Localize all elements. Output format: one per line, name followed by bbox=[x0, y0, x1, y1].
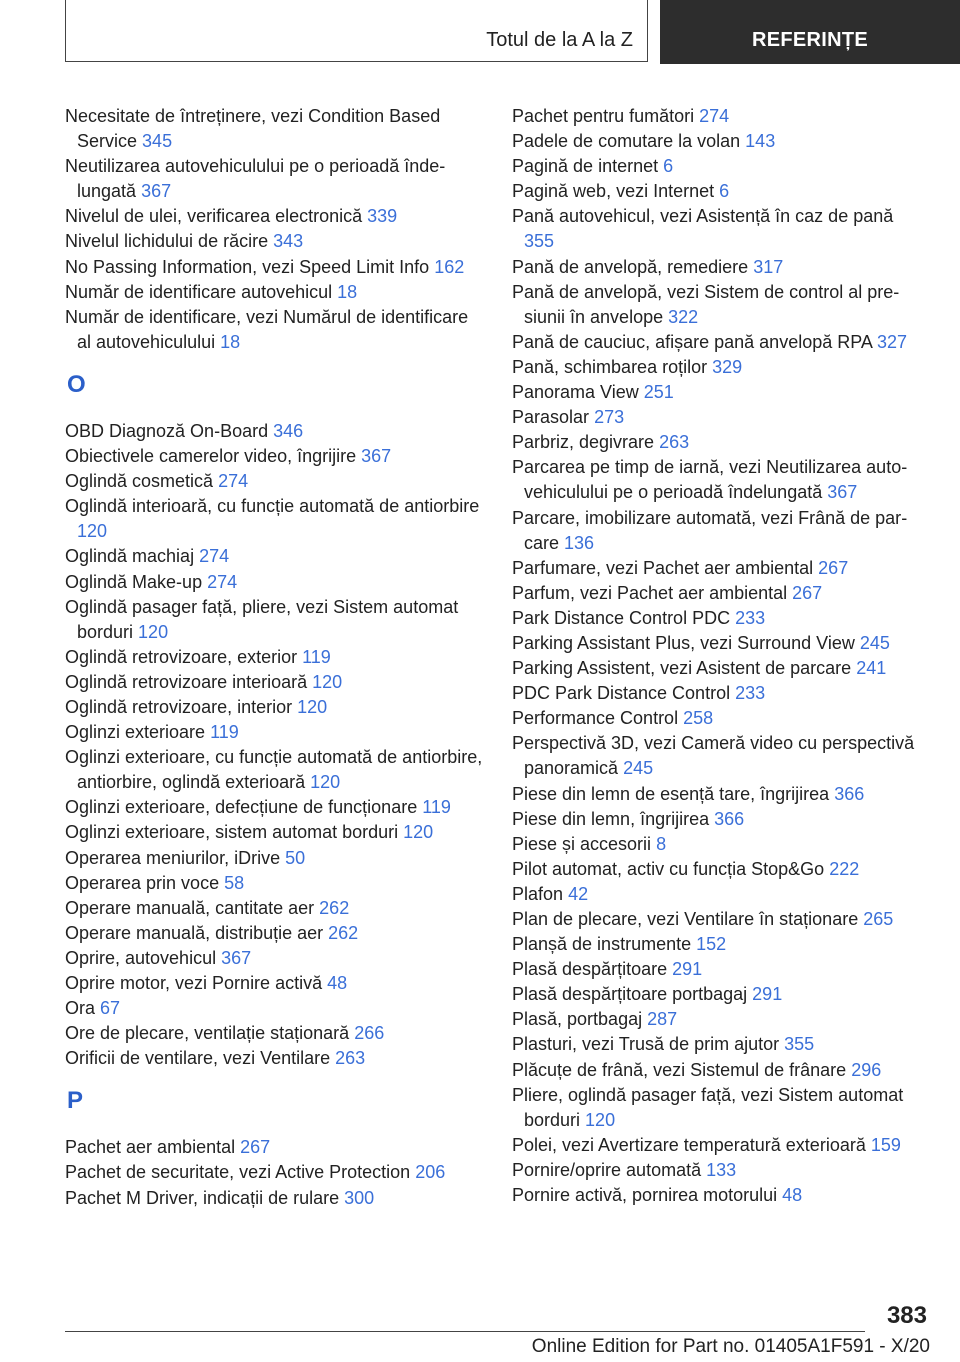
index-entry-text: PDC Park Distance Control bbox=[512, 683, 731, 704]
index-page-link[interactable]: 327 bbox=[876, 331, 907, 352]
index-page-link[interactable]: 258 bbox=[683, 708, 714, 729]
index-entry-text: Nivelul de ulei, verificarea electronică bbox=[65, 206, 363, 227]
index-page-link[interactable]: 245 bbox=[859, 632, 890, 653]
index-entry-text: Pană autovehicul, vezi Asistență în caz de pană bbox=[512, 206, 894, 227]
index-entry-text: Parbriz, degivrare bbox=[512, 432, 655, 453]
index-page-link[interactable]: 266 bbox=[354, 1023, 385, 1044]
index-page-link[interactable]: 58 bbox=[224, 872, 245, 893]
index-page-link[interactable]: 267 bbox=[818, 557, 849, 578]
index-entry bbox=[65, 645, 485, 670]
index-entry bbox=[512, 932, 927, 957]
index-page-link[interactable]: 48 bbox=[327, 973, 348, 993]
index-page-link[interactable]: 6 bbox=[719, 181, 730, 202]
index-page-link[interactable]: 262 bbox=[319, 897, 350, 918]
footer-divider bbox=[65, 1331, 865, 1332]
index-page-link[interactable]: 42 bbox=[568, 883, 589, 904]
index-entry bbox=[512, 606, 927, 631]
index-page-link[interactable]: 329 bbox=[712, 356, 743, 377]
index-entry-text: Oglindă pasager față, pliere, vezi Sistem automat borduri bbox=[65, 596, 459, 642]
index-entry-text: Oglinzi exterioare bbox=[65, 722, 206, 743]
index-entry bbox=[512, 355, 927, 380]
index-page-link[interactable]: 346 bbox=[273, 420, 304, 441]
index-entry-text: Nivelul lichidului de răcire bbox=[65, 231, 269, 252]
index-entry-text: Oprire motor, vezi Pornire activă bbox=[65, 973, 323, 993]
index-entry-text: Piese din lemn, îngrijirea bbox=[512, 808, 710, 829]
index-page-link[interactable]: 355 bbox=[784, 1034, 815, 1055]
index-page-link[interactable]: 296 bbox=[851, 1059, 882, 1080]
index-entry bbox=[65, 921, 485, 946]
index-entry bbox=[512, 706, 927, 731]
index-page-link[interactable]: 120 bbox=[403, 822, 434, 843]
index-entry bbox=[65, 745, 485, 795]
index-entry-text: Pilot automat, activ cu funcția Stop&Go bbox=[512, 858, 825, 879]
index-entry bbox=[512, 957, 927, 982]
index-entry bbox=[65, 154, 485, 204]
index-entry bbox=[512, 1058, 927, 1083]
index-entry bbox=[512, 330, 927, 355]
index-page-link[interactable]: 367 bbox=[361, 446, 392, 467]
index-page-link[interactable]: 120 bbox=[77, 521, 108, 542]
index-entry-text: Pachet M Driver, indicații de rulare bbox=[65, 1187, 340, 1208]
index-entry-text: No Passing Information, vezi Speed Limit Info bbox=[65, 256, 430, 277]
index-entry-text: Oglinzi exterioare, cu funcție automată de antiorbire, antiorbire, oglindă exterioară bbox=[65, 747, 483, 793]
index-entry bbox=[65, 544, 485, 569]
index-entry bbox=[65, 1186, 485, 1211]
index-entry-text: Parking Assistent, vezi Asistent de parcare bbox=[512, 658, 852, 679]
index-entry-text: Ora bbox=[65, 998, 96, 1019]
index-page-link[interactable]: 263 bbox=[335, 1048, 366, 1069]
index-entry-text: Oglindă retrovizoare, interior bbox=[65, 696, 293, 717]
index-page-link[interactable]: 291 bbox=[672, 959, 703, 980]
index-page-link[interactable]: 6 bbox=[663, 156, 674, 177]
index-page-link[interactable]: 274 bbox=[199, 546, 230, 567]
index-entry-text: Plăcuțe de frână, vezi Sistemul de frânare bbox=[512, 1059, 847, 1080]
index-entry bbox=[512, 731, 927, 781]
index-entry bbox=[65, 305, 485, 355]
index-page-link[interactable]: 291 bbox=[752, 984, 783, 1005]
index-entry-text: Polei, vezi Avertizare temperatură exterioară bbox=[512, 1134, 866, 1155]
index-page-link[interactable]: 345 bbox=[142, 131, 173, 152]
index-entry bbox=[512, 882, 927, 907]
index-entry bbox=[65, 204, 485, 229]
index-entry bbox=[65, 595, 485, 645]
index-entry-text: Pliere, oglindă pasager față, vezi Sistem automat borduri bbox=[512, 1084, 904, 1130]
index-entry bbox=[65, 229, 485, 254]
index-entry bbox=[512, 1083, 927, 1133]
index-page-link[interactable]: 343 bbox=[273, 231, 304, 252]
index-entry-text: Operarea meniurilor, iDrive bbox=[65, 847, 281, 868]
index-entry-text: Oglindă cosmetică bbox=[65, 471, 214, 492]
index-page-link[interactable]: 222 bbox=[829, 858, 860, 879]
index-page-link[interactable]: 18 bbox=[220, 331, 241, 352]
index-entry bbox=[65, 280, 485, 305]
index-page-link[interactable]: 50 bbox=[285, 847, 306, 868]
index-entry-text: Pornire activă, pornirea motorului bbox=[512, 1185, 778, 1206]
index-entry-text: Parcarea pe timp de iarnă, vezi Neutilizarea autovehiculului pe o perioadă îndelungată bbox=[512, 457, 908, 503]
index-page-link[interactable]: 67 bbox=[100, 998, 121, 1019]
index-entry-text: Oglinzi exterioare, defecțiune de funcționare bbox=[65, 797, 418, 818]
index-entry bbox=[512, 506, 927, 556]
index-entry bbox=[512, 280, 927, 330]
index-letter-heading: P bbox=[67, 1087, 84, 1115]
index-entry bbox=[512, 857, 927, 882]
index-page-link[interactable]: 159 bbox=[870, 1134, 901, 1155]
index-page-link[interactable]: 267 bbox=[792, 582, 823, 603]
index-entry bbox=[65, 494, 485, 544]
index-entry bbox=[512, 204, 927, 254]
index-entry bbox=[65, 971, 485, 996]
index-entry-text: Pană de anvelopă, remediere bbox=[512, 256, 749, 277]
index-entry bbox=[65, 1135, 485, 1160]
chapter-tab bbox=[660, 0, 960, 64]
index-entry-text: Operare manuală, cantitate aer bbox=[65, 897, 315, 918]
index-entry bbox=[65, 255, 485, 280]
section-title: Totul de la A la Z bbox=[486, 29, 633, 51]
index-entry-text: Pană, schimbarea roților bbox=[512, 356, 708, 377]
index-entry bbox=[65, 1046, 485, 1071]
index-entry bbox=[512, 179, 927, 204]
index-entry-text: Oglinzi exterioare, sistem automat borduri bbox=[65, 822, 399, 843]
index-entry bbox=[512, 681, 927, 706]
index-page-link[interactable]: 120 bbox=[297, 696, 328, 717]
index-entry bbox=[512, 1183, 927, 1208]
index-entry bbox=[65, 795, 485, 820]
index-entry-text: Operarea prin voce bbox=[65, 872, 220, 893]
index-column-left bbox=[65, 104, 485, 1211]
index-page-link[interactable]: 245 bbox=[623, 758, 654, 779]
index-letter-heading: O bbox=[67, 370, 86, 398]
index-page-link[interactable]: 241 bbox=[856, 658, 887, 679]
index-entry bbox=[512, 1032, 927, 1057]
index-entry-text: Ore de plecare, ventilație staționară bbox=[65, 1023, 350, 1044]
index-entry-text: Oglindă retrovizoare interioară bbox=[65, 671, 308, 692]
index-page-link[interactable]: 265 bbox=[863, 909, 894, 929]
index-entry bbox=[65, 104, 485, 154]
index-entry bbox=[65, 720, 485, 745]
index-page-link[interactable]: 367 bbox=[221, 947, 252, 968]
index-entry-text: Piese din lemn de esență tare, îngrijirea bbox=[512, 783, 830, 804]
index-entry bbox=[512, 430, 927, 455]
index-entry-text: Planșă de instrumente bbox=[512, 934, 692, 955]
index-page-link[interactable]: 367 bbox=[827, 482, 858, 503]
index-entry bbox=[512, 556, 927, 581]
index-entry bbox=[512, 154, 927, 179]
index-page-link[interactable]: 287 bbox=[647, 1009, 678, 1030]
index-entry bbox=[512, 807, 927, 832]
index-entry-text: Parasolar bbox=[512, 407, 590, 428]
index-page-link[interactable]: 233 bbox=[735, 683, 766, 704]
index-page-link[interactable]: 322 bbox=[668, 306, 699, 327]
index-page-link[interactable]: 273 bbox=[594, 407, 625, 428]
index-entry-text: Oglindă interioară, cu funcție automată de antiorbire bbox=[65, 496, 480, 517]
index-page-link[interactable]: 119 bbox=[422, 797, 451, 818]
index-page-link[interactable]: 120 bbox=[585, 1109, 616, 1130]
index-entry-text: Oglindă retrovizoare, exterior bbox=[65, 646, 298, 667]
index-entry bbox=[512, 255, 927, 280]
index-entry bbox=[512, 832, 927, 857]
index-page-link[interactable]: 48 bbox=[782, 1185, 803, 1206]
section-tab bbox=[65, 0, 648, 62]
index-entry-text: Parking Assistant Plus, vezi Surround View bbox=[512, 632, 855, 653]
index-page-link[interactable]: 267 bbox=[240, 1137, 271, 1158]
index-page-link[interactable]: 8 bbox=[656, 833, 667, 854]
index-entry-text: Plasă despărțitoare bbox=[512, 959, 668, 980]
index-entry-text: Oprire, autovehicul bbox=[65, 947, 217, 968]
index-page-link[interactable]: 162 bbox=[434, 256, 465, 277]
index-entry-text: Pornire/oprire automată bbox=[512, 1159, 702, 1180]
page-number: 383 bbox=[886, 1302, 927, 1329]
index-entry bbox=[512, 656, 927, 681]
index-entry-text: Pachet pentru fumători bbox=[512, 106, 695, 126]
index-entry bbox=[65, 695, 485, 720]
index-page-link[interactable]: 317 bbox=[753, 256, 784, 277]
index-entry bbox=[65, 444, 485, 469]
index-entry-text: Pachet aer ambiental bbox=[65, 1137, 236, 1158]
index-page-link[interactable]: 339 bbox=[367, 206, 398, 227]
index-entry bbox=[65, 946, 485, 971]
index-entry bbox=[512, 455, 927, 505]
index-page-link[interactable]: 251 bbox=[643, 382, 674, 403]
index-page-link[interactable]: 119 bbox=[210, 722, 239, 743]
index-entry bbox=[512, 1007, 927, 1032]
index-entry-text: Plasturi, vezi Trusă de prim ajutor bbox=[512, 1034, 780, 1055]
index-entry-text: Număr de identificare, vezi Numărul de identificare al autovehiculului bbox=[65, 306, 469, 352]
index-entry bbox=[65, 871, 485, 896]
index-entry-text: Pagină de internet bbox=[512, 156, 659, 177]
index-entry-text: Padele de comutare la volan bbox=[512, 131, 741, 152]
index-page-link[interactable]: 274 bbox=[207, 571, 238, 592]
index-entry-text: OBD Diagnoză On-Board bbox=[65, 420, 269, 441]
index-entry bbox=[512, 405, 927, 430]
index-entry bbox=[512, 982, 927, 1007]
index-entry bbox=[65, 996, 485, 1021]
index-entry bbox=[512, 631, 927, 656]
index-entry bbox=[65, 820, 485, 845]
index-entry-text: Pachet de securitate, vezi Active Protection bbox=[65, 1162, 411, 1183]
footer-edition: Online Edition for Part no. 01405A1F591 - X/20 bbox=[531, 1336, 930, 1357]
index-entry-text: Plasă despărțitoare portbagaj bbox=[512, 984, 748, 1005]
index-page-link[interactable]: 18 bbox=[337, 281, 358, 302]
index-page-link[interactable]: 136 bbox=[564, 532, 595, 553]
index-entry bbox=[65, 419, 485, 444]
index-page-link[interactable]: 366 bbox=[714, 808, 745, 829]
index-page-link[interactable]: 120 bbox=[312, 671, 343, 692]
index-entry bbox=[512, 129, 927, 154]
index-page-link[interactable]: 133 bbox=[706, 1159, 737, 1180]
index-page-link[interactable]: 366 bbox=[834, 783, 865, 804]
index-entry-text: Pagină web, vezi Internet bbox=[512, 181, 715, 202]
index-entry-text: Parfumare, vezi Pachet aer ambiental bbox=[512, 557, 814, 578]
index-page-link[interactable]: 120 bbox=[310, 772, 341, 793]
index-entry bbox=[65, 469, 485, 494]
index-entry bbox=[512, 1158, 927, 1183]
index-entry-text: Oglindă machiaj bbox=[65, 546, 195, 567]
index-entry-text: Pană de cauciuc, afișare pană anvelopă RPA bbox=[512, 331, 872, 352]
index-page-link[interactable]: 119 bbox=[302, 646, 331, 667]
index-page-link[interactable]: 233 bbox=[735, 607, 766, 628]
index-entry-text: Obiectivele camerelor video, îngrijire bbox=[65, 446, 357, 467]
index-entry-text: Plan de plecare, vezi Ventilare în staționare bbox=[512, 909, 859, 929]
index-entry-text: Necesitate de întreținere, vezi Condition Based Service bbox=[65, 106, 441, 152]
index-page-link[interactable]: 367 bbox=[141, 181, 172, 202]
index-entry-text: Pană de anvelopă, vezi Sistem de control al presiunii în anvelope bbox=[512, 281, 900, 327]
index-entry-text: Neutilizarea autovehiculului pe o perioadă îndelungată bbox=[65, 156, 446, 202]
chapter-title: REFERINȚE bbox=[751, 29, 869, 51]
index-page-link[interactable]: 262 bbox=[328, 922, 359, 943]
index-entry-text: Parcare, imobilizare automată, vezi Frână de parcare bbox=[512, 507, 908, 553]
index-page-link[interactable]: 274 bbox=[699, 106, 730, 126]
index-entry-text: Park Distance Control PDC bbox=[512, 607, 731, 628]
index-entry bbox=[65, 1160, 485, 1185]
index-entry bbox=[512, 380, 927, 405]
index-page-link[interactable]: 152 bbox=[696, 934, 727, 955]
index-entry-text: Parfum, vezi Pachet aer ambiental bbox=[512, 582, 788, 603]
index-entry bbox=[512, 782, 927, 807]
index-page-link[interactable]: 300 bbox=[344, 1187, 375, 1208]
index-page-link[interactable]: 274 bbox=[218, 471, 249, 492]
index-entry-text: Plasă, portbagaj bbox=[512, 1009, 643, 1030]
index-entry bbox=[65, 670, 485, 695]
index-column-right bbox=[512, 104, 927, 1208]
index-entry-text: Operare manuală, distribuție aer bbox=[65, 922, 324, 943]
index-page-link[interactable]: 355 bbox=[524, 231, 555, 252]
index-entry bbox=[65, 846, 485, 871]
index-entry bbox=[512, 581, 927, 606]
index-entry bbox=[65, 896, 485, 921]
index-entry-text: Piese și accesorii bbox=[512, 833, 652, 854]
index-entry-text: Oglindă Make-up bbox=[65, 571, 203, 592]
index-page-link[interactable]: 120 bbox=[138, 621, 169, 642]
index-page-link[interactable]: 143 bbox=[745, 131, 776, 152]
index-entry-text: Panorama View bbox=[512, 382, 639, 403]
index-entry-text: Plafon bbox=[512, 883, 564, 904]
index-entry-text: Orificii de ventilare, vezi Ventilare bbox=[65, 1048, 331, 1069]
index-entry bbox=[512, 1133, 927, 1158]
index-entry-text: Număr de identificare autovehicul bbox=[65, 281, 333, 302]
page-header bbox=[65, 0, 960, 64]
index-entry bbox=[512, 907, 927, 932]
index-entry bbox=[512, 104, 927, 129]
index-page-link[interactable]: 206 bbox=[415, 1162, 446, 1183]
index-entry-text: Performance Control bbox=[512, 708, 679, 729]
index-entry bbox=[65, 570, 485, 595]
index-page-link[interactable]: 263 bbox=[659, 432, 690, 453]
index-entry-text: Perspectivă 3D, vezi Cameră video cu perspectivă panoramică bbox=[512, 733, 915, 779]
index-entry bbox=[65, 1021, 485, 1046]
